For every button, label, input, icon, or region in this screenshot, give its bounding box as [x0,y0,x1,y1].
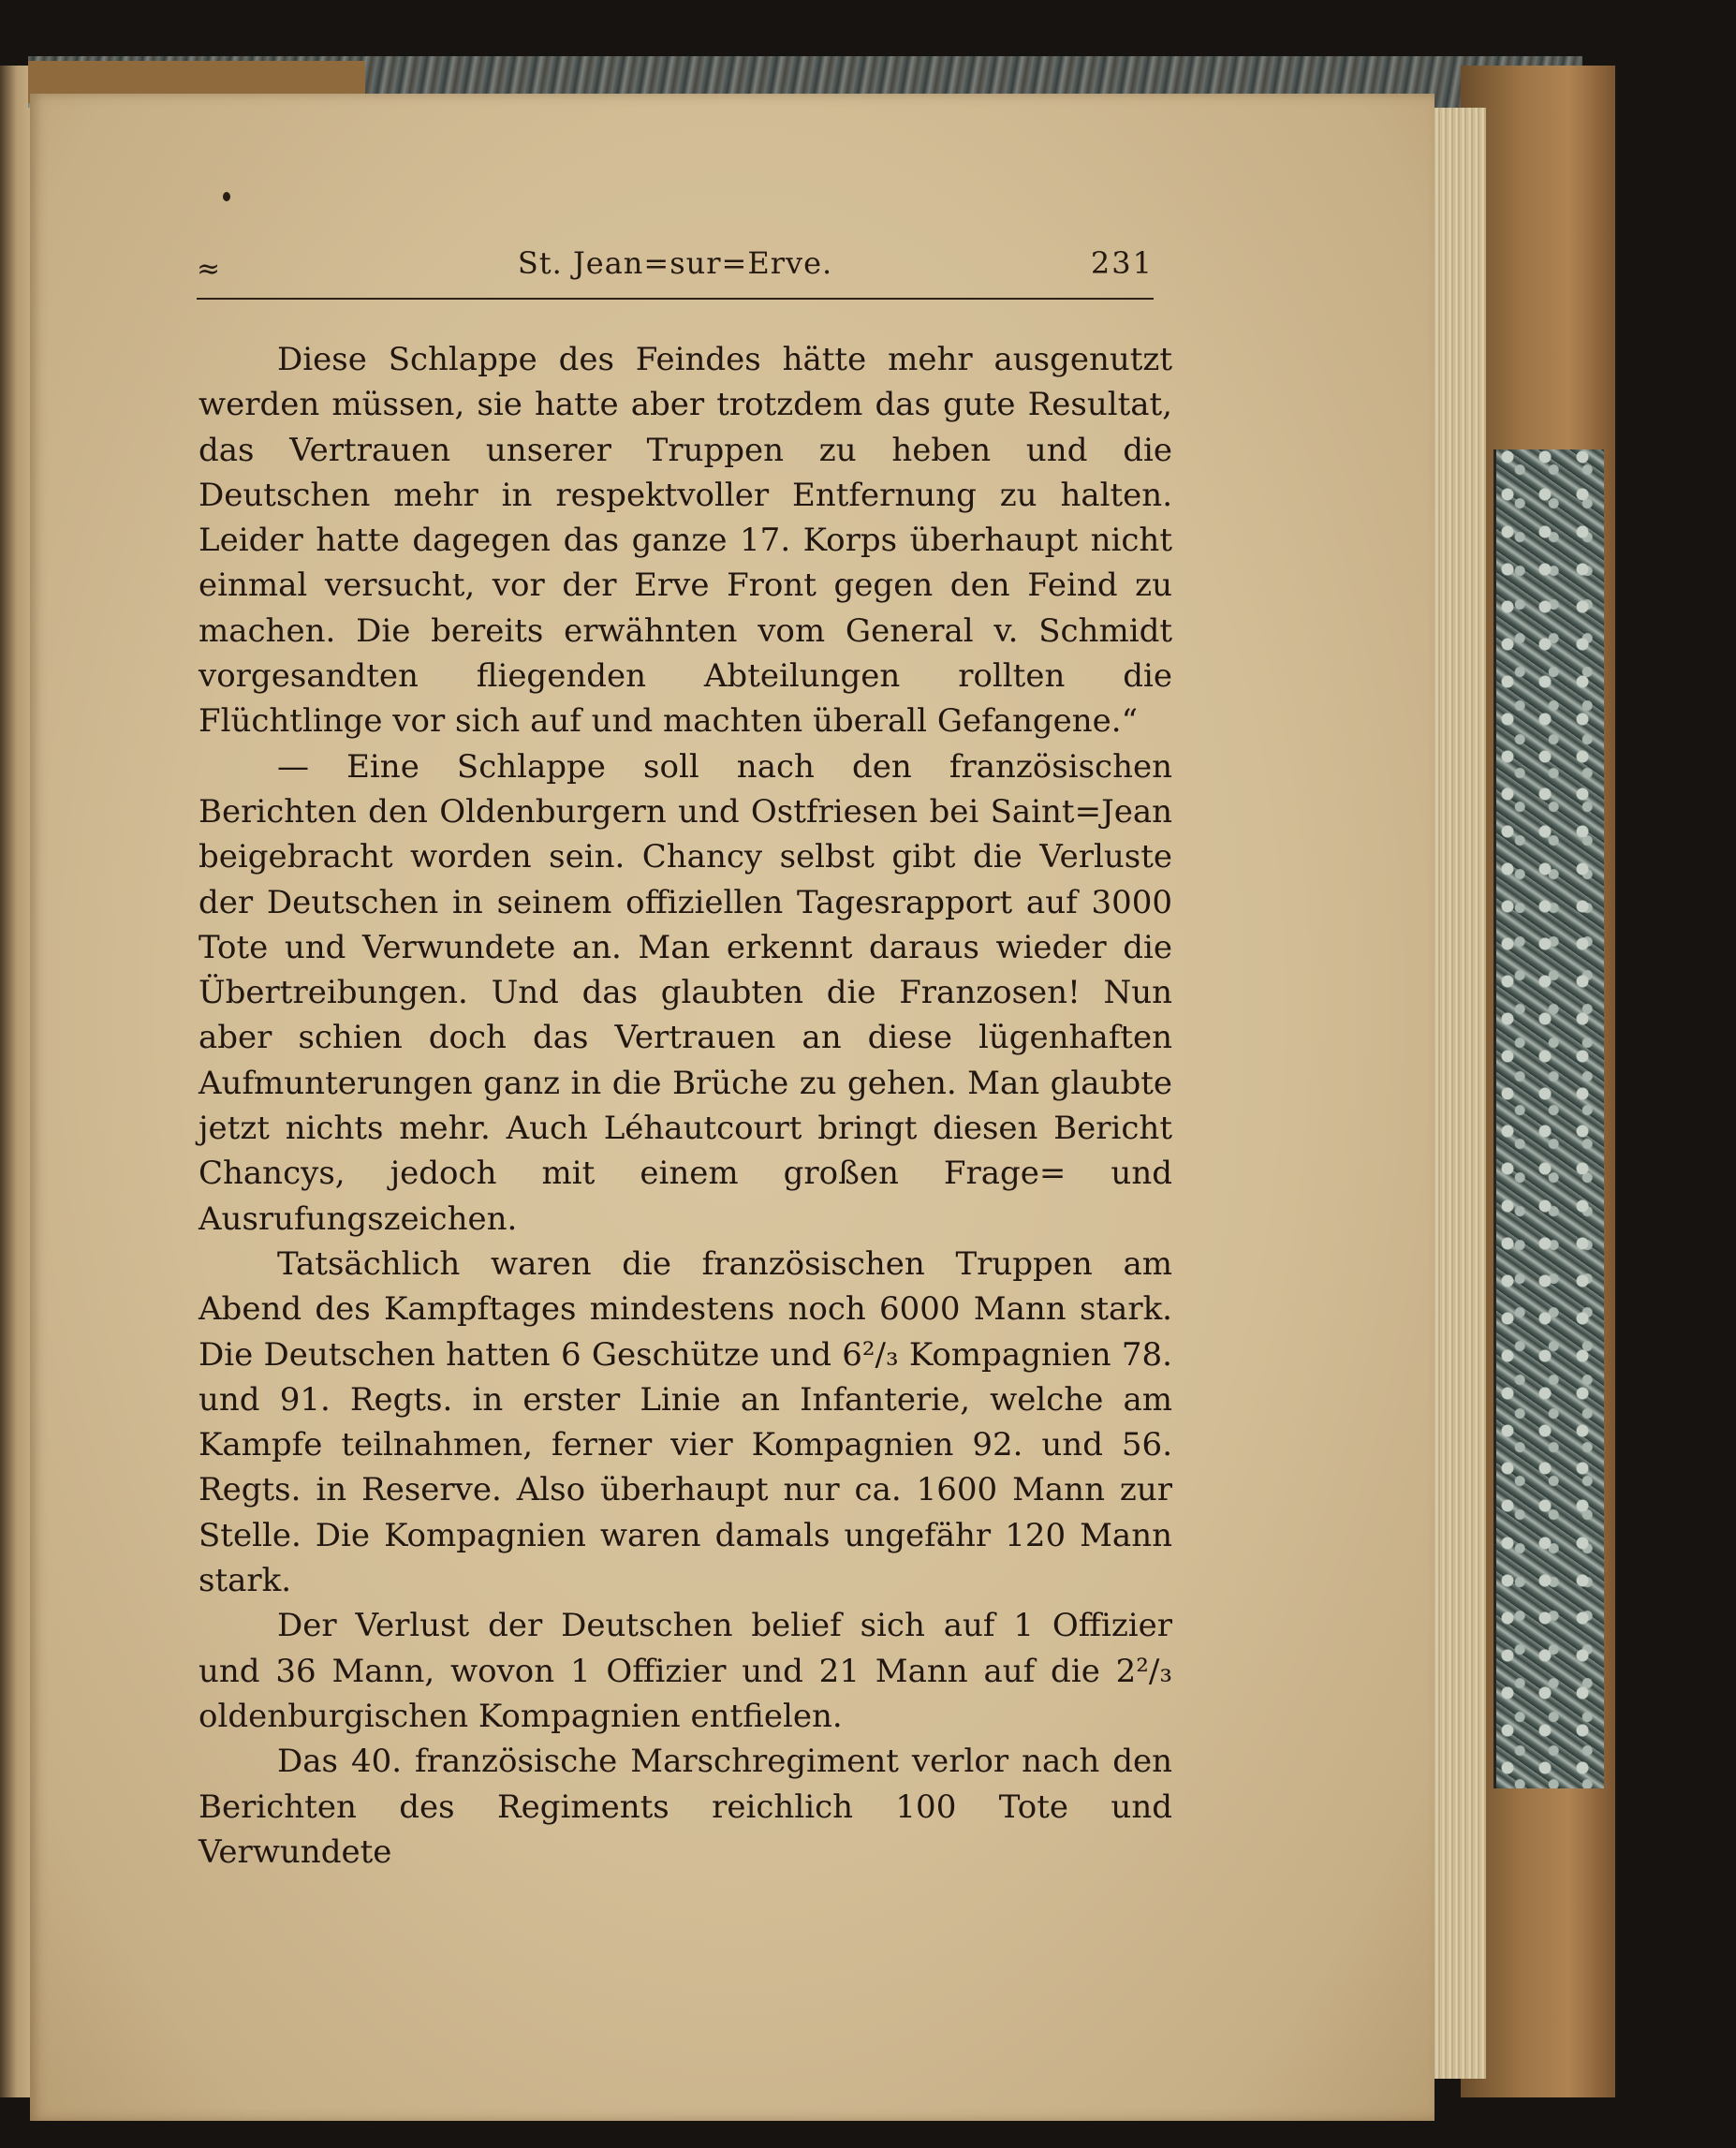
chapter-title: St. Jean=sur=Erve. [517,245,833,281]
marbled-endpaper [1493,449,1604,1788]
paragraph: Der Verlust der Deutschen belief sich auf 1 Offizier und 36 Mann, wovon 1 Offizier und 21 Mann auf die 2²/₃ oldenburgischen Kompagnien entfielen. [199,1607,1172,1735]
page-number: 231 [1090,245,1154,281]
paragraph: Diese Schlappe des Feindes hätte mehr ausgenutzt werden müssen, sie hatte aber trotzdem das gute Resultat, das Vertrauen unserer Truppen zu heben und die Deutschen mehr in respektvoller Entfernung zu halten. Leider hatte dagegen das ganze 17. Korps überhaupt nicht einmal versucht, vor der Erve Front gegen den Feind zu machen. Die bereits erwähnten vom General v. Schmidt vorgesandten fliegenden Abteilungen rollten die Flüchtlinge vor sich auf und machten überall Gefangene.“ [199,341,1172,741]
header-rule [197,298,1154,300]
paragraph: — Eine Schlappe soll nach den französischen Berichten den Oldenburgern und Ostfriesen bei Saint=Jean beigebracht worden sein. Chancy selbst gibt die Verluste der Deutschen in seinem offiziellen Tagesrapport auf 3000 Tote und Verwundete an. Man erkennt daraus wieder die Übertreibungen. Und das glaubten die Franzosen! Nun aber schien doch das Vertrauen an diese lügenhaften Aufmunterungen ganz in die Brüche zu gehen. Man glaubte jetzt nichts mehr. Auch Léhautcourt bringt diesen Bericht Chancys, jedoch mit einem großen Frage= und Ausrufungszeichen. [199,747,1172,1238]
page-stack-edge [1428,108,1486,2079]
body-text [199,337,1172,1875]
running-head [197,245,1154,292]
paragraph: Tatsächlich waren die französischen Truppen am Abend des Kampftages mindestens noch 6000 Mann stark. Die Deutschen hatten 6 Geschütze und 6²/₃ Kompagnien 78. und 91. Regts. in erster Linie an Infanterie, welche am Kampfe teilnahmen, ferner vier Kompagnien 92. und 56. Regts. in Reserve. Also überhaupt nur ca. 1600 Mann zur Stelle. Die Kompagnien waren damals ungefähr 120 Mann stark. [199,1244,1172,1600]
paragraph: Das 40. französische Marschregiment verlor nach den Berichten des Regiments reichlich 100 Tote und Verwundete [199,1743,1172,1871]
ornament-mark: ≈ [197,253,221,286]
ink-spot [223,192,230,201]
